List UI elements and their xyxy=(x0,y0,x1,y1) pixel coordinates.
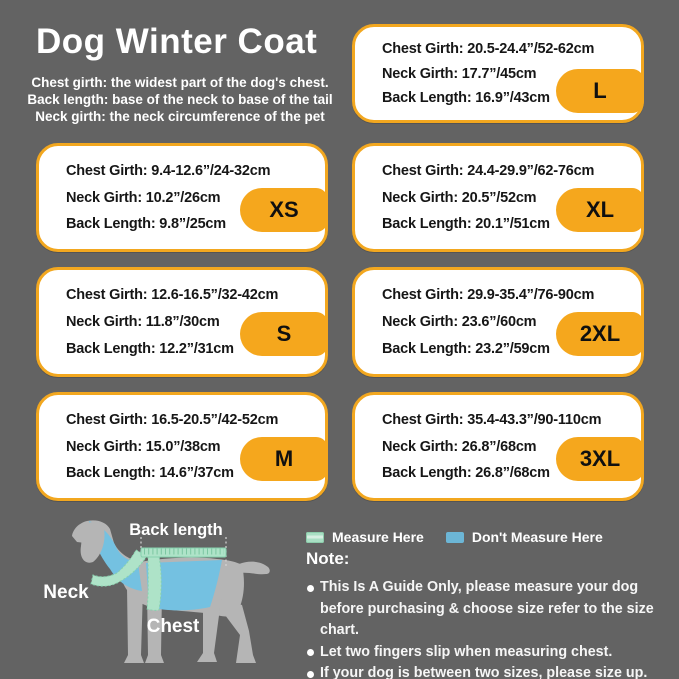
neck-girth-value: Neck Girth: 23.6”/60cm xyxy=(382,314,537,330)
chest-girth-value: Chest Girth: 12.6-16.5”/32-42cm xyxy=(66,287,279,303)
size-badge-xs: XS xyxy=(240,188,328,232)
chest-girth-value: Chest Girth: 24.4-29.9”/62-76cm xyxy=(382,162,595,179)
back-length-value: Back Length: 12.2”/31cm xyxy=(66,341,234,357)
size-card-xl xyxy=(352,143,644,252)
neck-girth-value: Neck Girth: 11.8”/30cm xyxy=(66,314,220,330)
note-item: This Is A Guide Only, please measure your dog before purchasing & choose size refer to the size chart. xyxy=(306,577,674,642)
chest-girth-value: Chest Girth: 16.5-20.5”/42-52cm xyxy=(66,411,279,428)
neck-girth-value: Neck Girth: 26.8”/68cm xyxy=(382,438,537,455)
back-length-value: Back Length: 16.9”/43cm xyxy=(382,89,550,106)
back-length-label: Back length xyxy=(129,521,223,539)
measure-here-label: Measure Here xyxy=(332,529,424,545)
size-badge-3xl: 3XL xyxy=(556,437,644,481)
back-length-value: Back Length: 26.8”/68cm xyxy=(382,465,550,482)
chest-girth-value: Chest Girth: 9.4-12.6”/24-32cm xyxy=(66,162,271,179)
subtitle-line-back: Back length: base of the neck to base of the tail xyxy=(27,92,333,107)
subtitle-line-chest: Chest girth: the widest part of the dog's chest. xyxy=(31,75,329,90)
note-list xyxy=(306,577,674,679)
subtitle-line-neck: Neck girth: the neck circumference of the pet xyxy=(35,109,325,124)
header-subtitle xyxy=(20,74,340,125)
chest-girth-value: Chest Girth: 35.4-43.3”/90-110cm xyxy=(382,411,602,428)
chest-measure-band xyxy=(147,555,161,610)
page-title: Dog Winter Coat xyxy=(36,22,318,61)
neck-label: Neck xyxy=(43,582,89,603)
neck-girth-value: Neck Girth: 17.7”/45cm xyxy=(382,65,537,82)
size-card-l xyxy=(352,24,644,123)
dog-ear xyxy=(81,522,105,563)
back-length-value: Back Length: 23.2”/59cm xyxy=(382,341,550,357)
dont-measure-swatch-icon xyxy=(446,532,464,543)
size-card-s xyxy=(36,267,328,377)
chest-girth-value: Chest Girth: 20.5-24.4”/52-62cm xyxy=(382,41,595,58)
dog-measurement-diagram xyxy=(25,503,315,677)
dont-measure-label: Don't Measure Here xyxy=(471,529,603,545)
chest-label: Chest xyxy=(146,616,200,637)
neck-girth-value: Neck Girth: 20.5”/52cm xyxy=(382,189,537,206)
neck-girth-value: Neck Girth: 10.2”/26cm xyxy=(66,189,221,206)
neck-girth-value: Neck Girth: 15.0”/38cm xyxy=(66,438,221,455)
size-card-2xl xyxy=(352,267,644,377)
legend xyxy=(306,529,603,545)
size-card-xs xyxy=(36,143,328,252)
note-heading: Note: xyxy=(306,549,350,568)
size-badge-s: S xyxy=(240,312,328,356)
back-length-value: Back Length: 14.6”/37cm xyxy=(66,465,234,482)
size-badge-l: L xyxy=(556,69,644,113)
size-card-3xl xyxy=(352,392,644,501)
note-item: If your dog is between two sizes, please size up. xyxy=(306,663,674,679)
size-badge-xl: XL xyxy=(556,188,644,232)
note-item: Let two fingers slip when measuring chest. xyxy=(306,642,674,664)
measure-here-swatch-icon xyxy=(306,532,324,543)
back-length-value: Back Length: 20.1”/51cm xyxy=(382,216,550,233)
size-badge-2xl: 2XL xyxy=(556,312,644,356)
size-badge-m: M xyxy=(240,437,328,481)
back-length-value: Back Length: 9.8”/25cm xyxy=(66,216,226,233)
size-card-m xyxy=(36,392,328,501)
chest-girth-value: Chest Girth: 29.9-35.4”/76-90cm xyxy=(382,287,595,303)
